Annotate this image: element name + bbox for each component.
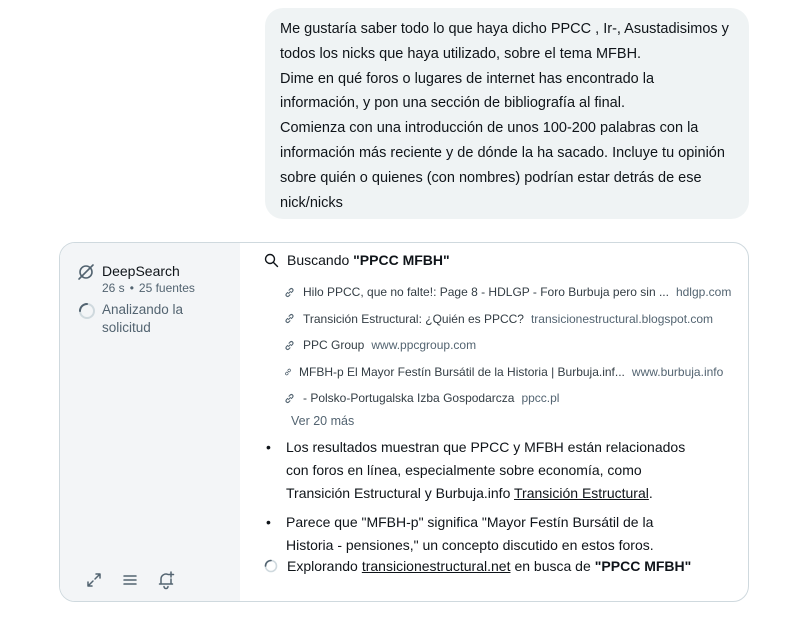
user-message-bubble [265, 8, 749, 219]
search-result[interactable] [284, 385, 749, 412]
findings-list [264, 436, 704, 563]
result-title: Hilo PPCC, que no falte!: Page 8 - HDLGP - Foro Burbuja pero sin ... [303, 285, 669, 300]
deepsearch-panel [59, 242, 749, 602]
separator-dot: • [129, 281, 134, 295]
link-icon [284, 368, 292, 376]
deepsearch-sidebar [60, 243, 240, 601]
user-message-line: Comienza con una introducción de unos 100-200 palabras con la [280, 120, 699, 137]
result-domain: www.burbuja.info [631, 364, 724, 379]
finding-link[interactable]: Transición Estructural [514, 485, 649, 501]
finding-item [264, 511, 704, 557]
sources-count: 25 fuentes [138, 281, 195, 295]
user-message-line: información más reciente y de dónde la ha sacado. Incluye tu opinión [280, 144, 725, 161]
explore-link[interactable]: transicionestructural.net [361, 558, 511, 574]
search-result[interactable] [284, 279, 749, 306]
result-title: MFBH-p El Mayor Festín Bursátil de la Historia | Burbuja.inf... [299, 364, 625, 379]
user-message-line: Dime en qué foros o lugares de internet has encontrado la [280, 70, 655, 87]
loading-spinner-icon [78, 302, 96, 320]
finding-item [264, 436, 704, 505]
result-title: - Polsko-Portugalska Izba Gospodarcza [303, 391, 515, 406]
link-icon [284, 287, 295, 298]
bell-plus-icon[interactable] [156, 570, 176, 590]
search-result[interactable] [284, 359, 749, 386]
user-message-line: sobre quién o quienes (con nombres) podrían estar detrás de ese [280, 169, 702, 186]
result-domain: hdlgp.com [675, 285, 732, 300]
user-message-line: nick/nicks [280, 194, 343, 211]
explore-middle: en busca de [514, 558, 591, 574]
finding-text: Los resultados muestran que PPCC y MFBH están relacionados con foros en línea, especialmente sobre economía, como Transición Estructural y Burbuja.info [286, 439, 686, 501]
result-domain: ppcc.pl [521, 391, 560, 406]
result-title: PPC Group [303, 338, 365, 353]
result-domain: transicionestructural.blogspot.com [530, 311, 714, 326]
result-domain: www.ppcgroup.com [371, 338, 477, 353]
deepsearch-content [240, 243, 748, 601]
finding-after: . [648, 485, 653, 501]
search-query: "PPCC MFBH" [353, 252, 450, 268]
search-icon [264, 253, 279, 268]
link-icon [284, 313, 295, 324]
elapsed-time: 26 s [102, 281, 125, 295]
show-more-link[interactable]: Ver 20 más [291, 414, 355, 428]
explore-prefix: Explorando [287, 558, 358, 574]
explore-query: "PPCC MFBH" [594, 558, 692, 574]
link-icon [284, 393, 295, 404]
expand-icon[interactable] [84, 570, 104, 590]
search-result[interactable] [284, 306, 749, 333]
deepsearch-icon [77, 263, 95, 281]
user-message-line: todos los nicks que haya utilizado, sobre el tema MFBH. [280, 45, 642, 62]
search-prefix: Buscando [287, 252, 350, 268]
search-results-list [284, 279, 749, 412]
search-result[interactable] [284, 332, 749, 359]
list-icon[interactable] [120, 570, 140, 590]
sidebar-toolbar [84, 570, 176, 590]
link-icon [284, 340, 295, 351]
finding-text: Parece que "MFBH-p" significa "Mayor Festín Bursátil de la Historia - pensiones," un concepto discutido en estos foros. [286, 514, 654, 553]
result-title: Transición Estructural: ¿Quién es PPCC? [303, 311, 524, 326]
user-message-line: información, y pon una sección de bibliografía al final. [280, 95, 625, 112]
deepsearch-title: DeepSearch [102, 263, 180, 279]
deepsearch-meta [102, 281, 195, 295]
user-message-line: Me gustaría saber todo lo que haya dicho PPCC , Ir-, Asustadisimos y [280, 21, 729, 37]
explore-step [264, 558, 691, 574]
loading-spinner-icon [264, 559, 278, 573]
search-step [264, 252, 450, 268]
deepsearch-status: Analizando la solicitud [102, 302, 184, 335]
